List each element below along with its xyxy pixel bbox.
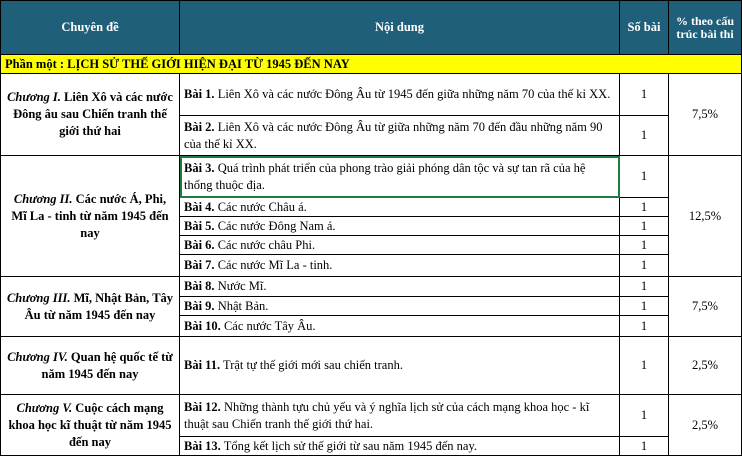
lesson-count[interactable]: 1	[620, 437, 669, 456]
lesson-text: Các nước Mĩ La - tinh.	[214, 258, 333, 272]
chapter-percent[interactable]: 7,5%	[669, 74, 742, 156]
lesson-cell[interactable]	[180, 198, 620, 217]
chapter-cell[interactable]	[1, 395, 180, 456]
header-percent[interactable]: % theo cấu trúc bài thi	[669, 1, 742, 55]
lesson-cell[interactable]	[180, 255, 620, 277]
chapter-percent[interactable]: 7,5%	[669, 277, 742, 337]
lesson-cell[interactable]	[180, 156, 620, 198]
lesson-count[interactable]: 1	[620, 217, 669, 236]
lesson-count[interactable]: 1	[620, 337, 669, 395]
table-row	[1, 277, 742, 297]
lesson-number: Bài 2.	[184, 119, 215, 134]
chapter-cell[interactable]	[1, 337, 180, 395]
lesson-count[interactable]: 1	[620, 255, 669, 277]
header-content[interactable]: Nội dung	[180, 1, 620, 55]
lesson-number: Bài 11.	[184, 358, 221, 372]
lesson-count[interactable]: 1	[620, 198, 669, 217]
table-row	[1, 395, 742, 437]
lesson-text: Nhật Bản.	[214, 298, 269, 313]
lesson-text: Quá trình phát triển của phong trào giải phóng dân tộc và sự tan rã của hệ thống thuộc địa.	[184, 160, 586, 192]
lesson-cell[interactable]	[180, 217, 620, 236]
chapter-title: Mĩ, Nhật Bản, Tây Âu từ năm 1945 đến nay	[24, 290, 174, 322]
chapter-label: Chương I.	[7, 90, 61, 104]
lesson-cell[interactable]	[180, 236, 620, 255]
lesson-number: Bài 10.	[184, 318, 221, 333]
lesson-text: Liên Xô và các nước Đông Âu từ giữa những năm 70 đến đầu những năm 90 của thế kỉ XX.	[184, 119, 603, 151]
chapter-label: Chương V.	[16, 400, 73, 415]
lesson-count[interactable]: 1	[620, 277, 669, 297]
lesson-cell[interactable]	[180, 316, 620, 337]
lesson-text: Các nước châu Phi.	[214, 237, 316, 252]
lesson-cell[interactable]	[180, 395, 620, 437]
chapter-percent[interactable]: 2,5%	[669, 337, 742, 395]
lesson-number: Bài 1.	[184, 87, 215, 101]
table-row	[1, 337, 742, 395]
lesson-number: Bài 12.	[184, 399, 221, 414]
chapter-cell[interactable]	[1, 156, 180, 277]
lesson-count[interactable]: 1	[620, 236, 669, 255]
lesson-cell[interactable]	[180, 337, 620, 395]
lesson-number: Bài 13.	[184, 438, 221, 453]
header-topic[interactable]: Chuyên đề	[1, 1, 180, 55]
chapter-percent[interactable]: 12,5%	[669, 156, 742, 277]
lesson-count[interactable]: 1	[620, 395, 669, 437]
lesson-number: Bài 6.	[184, 237, 215, 252]
lesson-text: Liên Xô và các nước Đông Âu từ 1945 đến giữa những năm 70 của thế kỉ XX.	[214, 87, 611, 101]
lesson-count[interactable]: 1	[620, 74, 669, 116]
chapter-label: Chương IV.	[7, 349, 68, 364]
lesson-cell[interactable]	[180, 116, 620, 156]
lesson-count[interactable]: 1	[620, 297, 669, 316]
lesson-cell[interactable]	[180, 74, 620, 116]
chapter-title: Các nước Á, Phi, Mĩ La - tinh từ năm 1945 đến nay	[11, 191, 169, 240]
lesson-number: Bài 4.	[184, 199, 215, 214]
lesson-cell[interactable]	[180, 297, 620, 316]
lesson-text: Nước Mĩ.	[214, 279, 267, 293]
lesson-text: Trật tự thế giới mới sau chiến tranh.	[220, 358, 403, 372]
chapter-percent[interactable]: 2,5%	[669, 395, 742, 456]
chapter-title: Quan hệ quốc tế từ năm 1945 đến nay	[41, 349, 173, 381]
lesson-number: Bài 5.	[184, 218, 215, 233]
chapter-cell[interactable]	[1, 277, 180, 337]
section-row	[1, 55, 742, 74]
lesson-cell[interactable]	[180, 437, 620, 456]
lesson-text: Những thành tựu chủ yếu và ý nghĩa lịch sử của cách mạng khoa học - kĩ thuật sau Chiến tranh thế giới thứ hai.	[184, 399, 590, 431]
lesson-number: Bài 8.	[184, 279, 215, 293]
lesson-text: Các nước Châu á.	[214, 199, 307, 214]
header-row	[1, 1, 742, 55]
lesson-number: Bài 7.	[184, 258, 215, 272]
lesson-text: Các nước Đông Nam á.	[214, 218, 336, 233]
lesson-text: Tổng kết lịch sử thế giới từ sau năm 1945 đến nay.	[220, 438, 478, 453]
lesson-cell[interactable]	[180, 277, 620, 297]
lesson-number: Bài 3.	[184, 160, 215, 175]
table-row	[1, 156, 742, 198]
chapter-cell[interactable]	[1, 74, 180, 156]
chapter-title: Liên Xô và các nước Đông âu sau Chiến tranh thế giới thứ hai	[13, 90, 173, 138]
chapter-title: Cuộc cách mạng khoa học kĩ thuật từ năm 1945 đến nay	[8, 400, 172, 449]
lesson-number: Bài 9.	[184, 298, 215, 313]
section-title[interactable]: Phần một : LỊCH SỬ THẾ GIỚI HIỆN ĐẠI TỪ 1945 ĐẾN NAY	[1, 55, 742, 74]
chapter-label: Chương II.	[13, 191, 73, 206]
header-count[interactable]: Số bài	[620, 1, 669, 55]
lesson-count[interactable]: 1	[620, 156, 669, 198]
lesson-text: Các nước Tây Âu.	[220, 318, 316, 333]
chapter-label: Chương III.	[6, 290, 71, 305]
table-row	[1, 74, 742, 116]
lesson-count[interactable]: 1	[620, 116, 669, 156]
lesson-count[interactable]: 1	[620, 316, 669, 337]
